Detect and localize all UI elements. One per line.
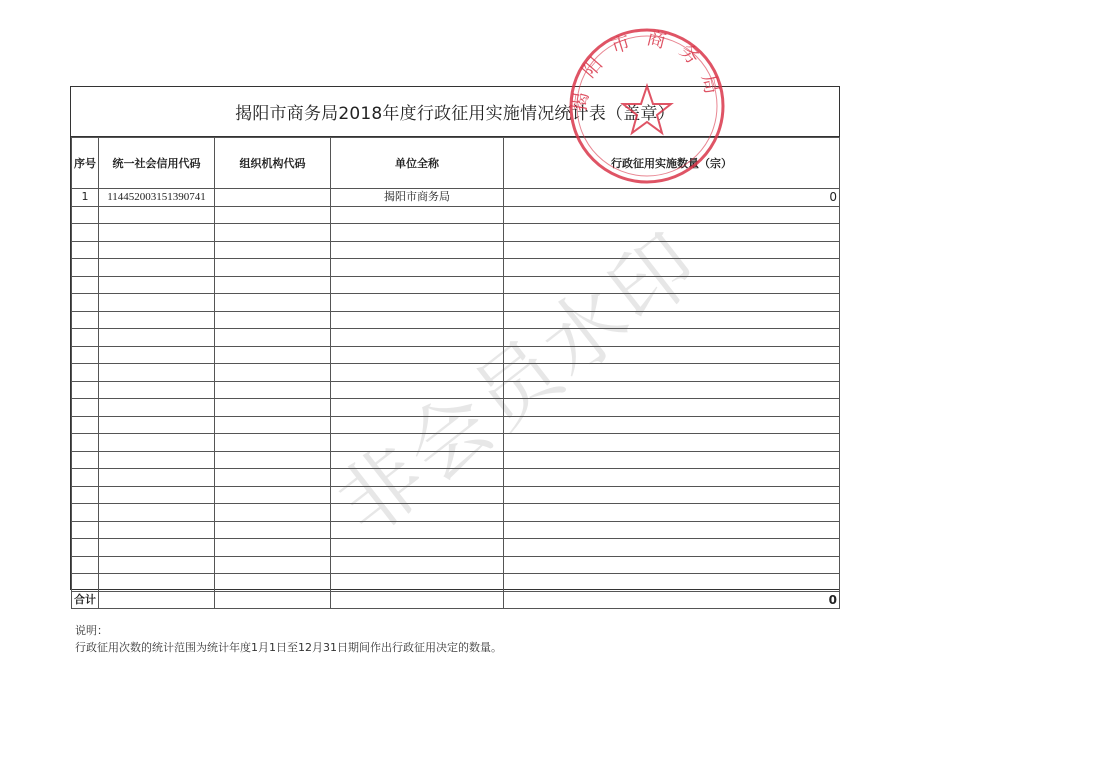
cell-seq: 1: [72, 189, 99, 207]
empty-cell: [72, 416, 99, 434]
empty-cell: [331, 294, 504, 312]
table-row-empty: [72, 574, 840, 592]
empty-cell: [99, 259, 215, 277]
empty-cell: [504, 329, 840, 347]
notes-text: 行政征用次数的统计范围为统计年度1月1日至12月31日期间作出行政征用决定的数量。: [75, 641, 502, 654]
empty-cell: [504, 451, 840, 469]
table-row-empty: [72, 434, 840, 452]
empty-cell: [99, 574, 215, 592]
empty-cell: [215, 399, 331, 417]
empty-cell: [215, 381, 331, 399]
empty-cell: [331, 364, 504, 382]
empty-cell: [72, 521, 99, 539]
empty-cell: [331, 259, 504, 277]
empty-cell: [99, 416, 215, 434]
table-row-empty: [72, 294, 840, 312]
statistics-table: [70, 86, 840, 607]
empty-cell: [215, 416, 331, 434]
empty-cell: [331, 399, 504, 417]
total-empty-1: [99, 591, 215, 609]
empty-cell: [504, 416, 840, 434]
empty-cell: [72, 574, 99, 592]
empty-cell: [331, 434, 504, 452]
empty-cell: [215, 434, 331, 452]
empty-cell: [99, 329, 215, 347]
empty-cell: [99, 206, 215, 224]
empty-cell: [331, 556, 504, 574]
empty-cell: [331, 206, 504, 224]
empty-cell: [72, 556, 99, 574]
cell-credit-code: 114452003151390741: [99, 189, 215, 207]
header-row: [72, 138, 840, 189]
empty-cell: [99, 276, 215, 294]
empty-cell: [72, 259, 99, 277]
empty-cell: [504, 294, 840, 312]
empty-cell: [331, 521, 504, 539]
watermark: 非会员水印: [320, 214, 718, 554]
empty-cell: [72, 241, 99, 259]
empty-cell: [504, 539, 840, 557]
empty-cell: [215, 556, 331, 574]
empty-cell: [215, 539, 331, 557]
empty-cell: [99, 521, 215, 539]
empty-cell: [99, 434, 215, 452]
empty-cell: [331, 311, 504, 329]
empty-cell: [99, 224, 215, 242]
col-header-credit-code: 统一社会信用代码: [99, 138, 215, 189]
total-empty-2: [215, 591, 331, 609]
empty-cell: [504, 504, 840, 522]
empty-cell: [215, 469, 331, 487]
cell-org-code: [215, 189, 331, 207]
table-row-empty: [72, 276, 840, 294]
svg-text:揭阳市商务局: 揭阳市商务局: [568, 26, 726, 114]
empty-cell: [504, 399, 840, 417]
table-row-empty: [72, 381, 840, 399]
empty-cell: [72, 329, 99, 347]
empty-cell: [72, 276, 99, 294]
col-header-org-code: 组织机构代码: [215, 138, 331, 189]
cell-count: 0: [504, 189, 840, 207]
empty-cell: [215, 486, 331, 504]
empty-cell: [99, 469, 215, 487]
empty-cell: [99, 399, 215, 417]
empty-cell: [72, 434, 99, 452]
empty-cell: [331, 329, 504, 347]
cell-name: 揭阳市商务局: [331, 189, 504, 207]
empty-cell: [72, 294, 99, 312]
empty-cell: [331, 486, 504, 504]
table-row: [72, 189, 840, 207]
empty-cell: [504, 486, 840, 504]
empty-cell: [504, 276, 840, 294]
empty-cell: [504, 381, 840, 399]
empty-cell: [72, 469, 99, 487]
table-row-empty: [72, 206, 840, 224]
table-row-empty: [72, 521, 840, 539]
empty-cell: [504, 574, 840, 592]
empty-cell: [72, 504, 99, 522]
empty-cell: [215, 346, 331, 364]
empty-cell: [504, 434, 840, 452]
empty-cell: [504, 206, 840, 224]
empty-cell: [215, 294, 331, 312]
table-row-empty: [72, 329, 840, 347]
data-grid: [71, 137, 840, 609]
empty-cell: [72, 311, 99, 329]
empty-cell: [99, 451, 215, 469]
table-row-empty: [72, 416, 840, 434]
empty-cell: [72, 381, 99, 399]
empty-cell: [72, 486, 99, 504]
empty-cell: [215, 364, 331, 382]
empty-cell: [215, 259, 331, 277]
empty-cell: [215, 521, 331, 539]
col-header-name: 单位全称: [331, 138, 504, 189]
empty-cell: [99, 241, 215, 259]
table-row-empty: [72, 224, 840, 242]
empty-cell: [331, 539, 504, 557]
empty-cell: [72, 364, 99, 382]
total-empty-3: [331, 591, 504, 609]
empty-cell: [99, 381, 215, 399]
empty-cell: [99, 486, 215, 504]
table-row-empty: [72, 346, 840, 364]
empty-cell: [99, 556, 215, 574]
empty-cell: [331, 241, 504, 259]
empty-cell: [504, 469, 840, 487]
empty-cell: [215, 451, 331, 469]
empty-cell: [331, 574, 504, 592]
empty-cell: [72, 206, 99, 224]
table-row-empty: [72, 259, 840, 277]
table-row-empty: [72, 556, 840, 574]
empty-cell: [215, 276, 331, 294]
empty-cell: [99, 311, 215, 329]
total-count: 0: [504, 591, 840, 609]
empty-cell: [215, 311, 331, 329]
table-row-empty: [72, 241, 840, 259]
empty-cell: [331, 346, 504, 364]
empty-cell: [215, 574, 331, 592]
empty-cell: [331, 416, 504, 434]
empty-cell: [504, 224, 840, 242]
empty-cell: [215, 504, 331, 522]
table-row-empty: [72, 486, 840, 504]
empty-cell: [504, 521, 840, 539]
table-row-empty: [72, 451, 840, 469]
notes: [75, 622, 502, 656]
empty-cell: [215, 241, 331, 259]
empty-cell: [72, 399, 99, 417]
empty-cell: [72, 451, 99, 469]
empty-cell: [99, 346, 215, 364]
empty-cell: [72, 224, 99, 242]
empty-cell: [504, 259, 840, 277]
table-row-empty: [72, 539, 840, 557]
notes-heading: 说明：: [75, 624, 108, 637]
table-row-empty: [72, 311, 840, 329]
empty-cell: [504, 311, 840, 329]
empty-cell: [99, 539, 215, 557]
empty-cell: [99, 364, 215, 382]
empty-cell: [504, 241, 840, 259]
empty-cell: [215, 329, 331, 347]
empty-cell: [331, 276, 504, 294]
table-row-empty: [72, 469, 840, 487]
total-label: 合计: [72, 591, 99, 609]
empty-cell: [504, 346, 840, 364]
table-row-empty: [72, 399, 840, 417]
empty-cell: [99, 294, 215, 312]
table-row-empty: [72, 364, 840, 382]
empty-cell: [72, 539, 99, 557]
empty-cell: [504, 364, 840, 382]
total-row: [72, 591, 840, 609]
empty-cell: [504, 556, 840, 574]
empty-cell: [99, 504, 215, 522]
table-title: 揭阳市商务局2018年度行政征用实施情况统计表（盖章）: [71, 87, 839, 137]
col-header-seq: 序号: [72, 138, 99, 189]
empty-cell: [72, 346, 99, 364]
empty-cell: [331, 469, 504, 487]
empty-cell: [331, 451, 504, 469]
empty-cell: [331, 224, 504, 242]
empty-cell: [215, 224, 331, 242]
empty-cell: [331, 381, 504, 399]
empty-cell: [215, 206, 331, 224]
empty-cell: [331, 504, 504, 522]
table-row-empty: [72, 504, 840, 522]
col-header-count: 行政征用实施数量（宗）: [504, 138, 840, 189]
